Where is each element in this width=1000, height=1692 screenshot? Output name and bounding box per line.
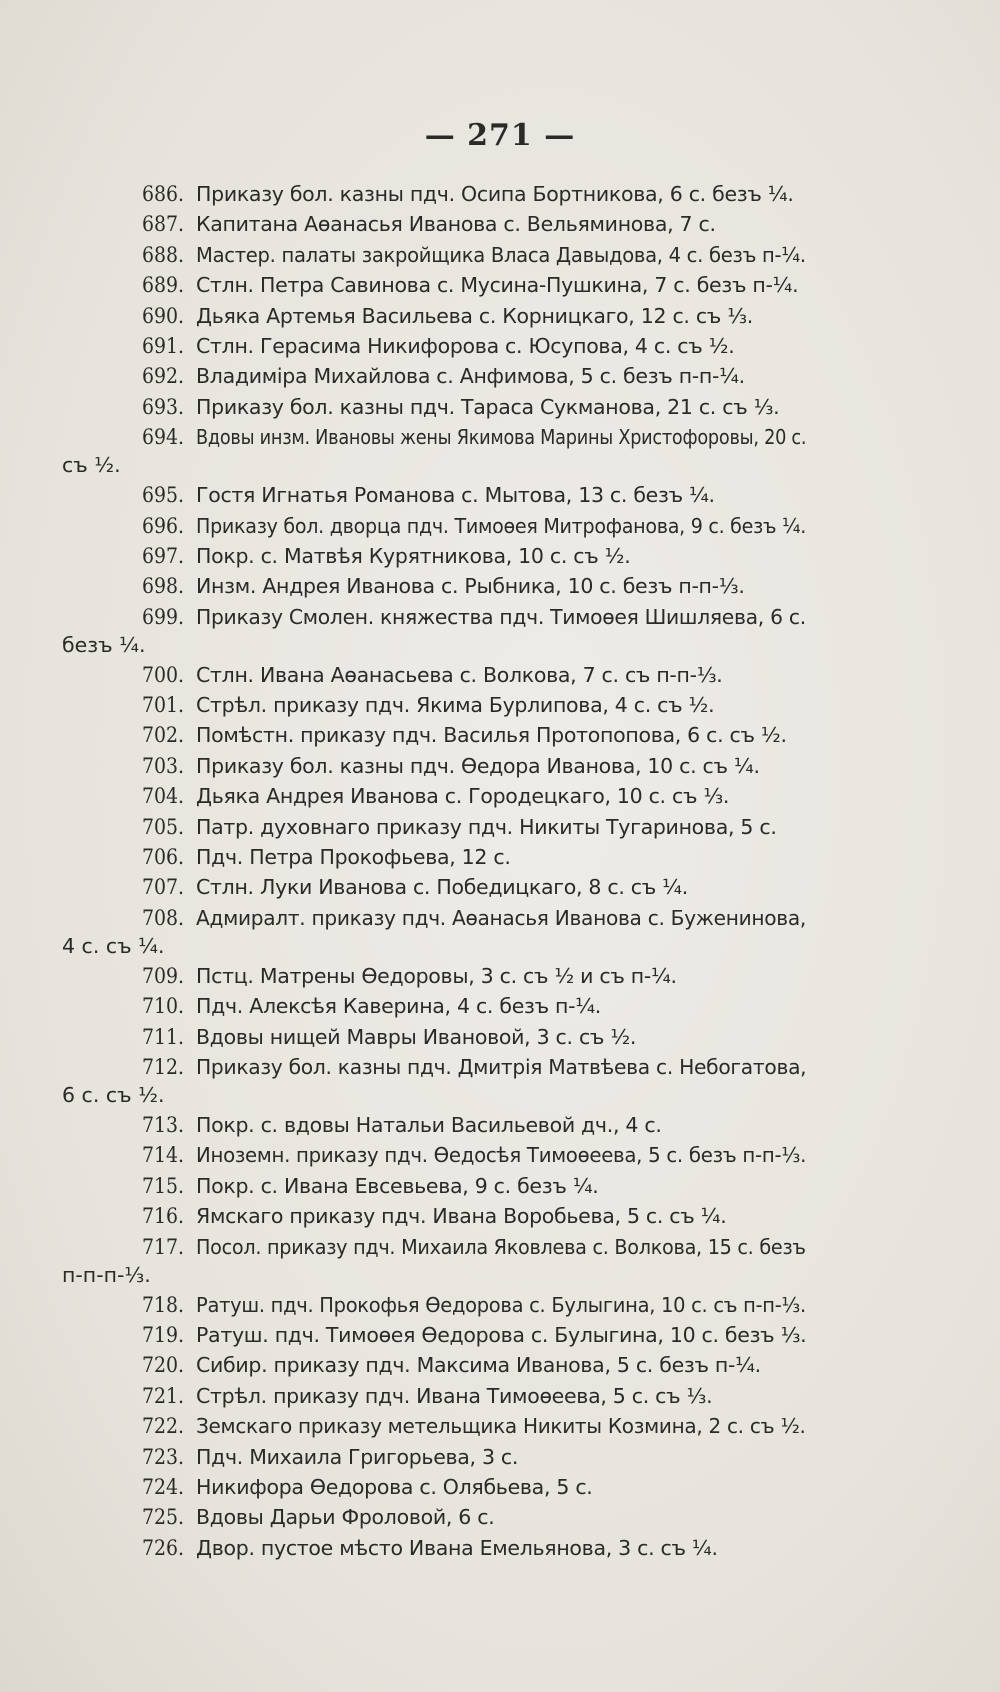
entry-number: 714.	[141, 1143, 184, 1168]
list-item	[0, 393, 1000, 423]
entry-number: 686.	[141, 182, 184, 206]
entry-number: 719.	[141, 1322, 184, 1347]
list-item	[0, 572, 1000, 602]
entry-number: 692.	[141, 364, 184, 389]
list-item	[0, 904, 1000, 962]
list-item	[0, 512, 1000, 542]
entry-number: 689.	[141, 273, 184, 298]
entry-number: 725.	[141, 1505, 184, 1530]
list-item	[0, 1473, 1000, 1503]
entry-continuation: 4 с. съ ¼.	[62, 933, 165, 958]
entry-text: Дьяка Артемья Васильева с. Корницкаго, 12 с. съ ⅓.	[196, 303, 753, 328]
entry-text: Гостя Игнатья Романова с. Мытова, 13 с. безъ ¼.	[196, 483, 715, 508]
list-item	[0, 362, 1000, 392]
entry-text: Стлн. Ивана Аѳанасьева с. Волкова, 7 с. съ п-п-⅓.	[196, 662, 723, 687]
entry-number: 694.	[141, 425, 184, 450]
entry-text: Приказу бол. дворца пдч. Тимоѳея Митрофанова, 9 с. безъ ¼.	[196, 513, 807, 538]
entry-text: Пстц. Матрены Ѳедоровы, 3 с. съ ½ и съ п-¼.	[196, 963, 677, 988]
list-item	[0, 1233, 1000, 1291]
entry-number: 708.	[141, 905, 184, 930]
entry-text: Ратуш. пдч. Тимоѳея Ѳедорова с. Булыгина, 10 с. безъ ⅓.	[196, 1322, 807, 1347]
entry-number: 718.	[141, 1292, 184, 1317]
entry-text: Инзм. Андрея Иванова с. Рыбника, 10 с. безъ п-п-⅓.	[196, 574, 745, 599]
entry-number: 707.	[141, 875, 184, 900]
entry-number: 713.	[141, 1112, 184, 1137]
entry-text: Пдч. Петра Прокофьева, 12 с.	[196, 845, 511, 870]
entry-text: Владиміра Михайлова с. Анфимова, 5 с. безъ п-п-¼.	[196, 364, 745, 389]
entry-number: 687.	[141, 212, 184, 237]
entry-number: 699.	[141, 604, 184, 629]
list-item	[0, 721, 1000, 751]
list-item	[0, 1443, 1000, 1473]
entry-number: 700.	[141, 662, 184, 687]
entry-number: 697.	[141, 543, 184, 568]
list-item	[0, 1172, 1000, 1202]
list-item	[0, 210, 1000, 240]
entry-number: 701.	[141, 693, 184, 718]
list-item	[0, 1321, 1000, 1351]
entry-number: 721.	[141, 1383, 184, 1408]
entry-text: Двор. пустое мѣсто Ивана Емельянова, 3 с. съ ¼.	[196, 1535, 718, 1560]
list-item	[0, 1534, 1000, 1564]
entry-number: 726.	[141, 1535, 184, 1560]
entry-text: Иноземн. приказу пдч. Ѳедосѣя Тимоѳеева, 5 с. безъ п-п-⅓.	[196, 1143, 807, 1168]
entry-number: 695.	[141, 483, 184, 508]
entry-number: 703.	[141, 753, 184, 778]
entry-text: Стрѣл. приказу пдч. Якима Бурлипова, 4 с. съ ½.	[196, 693, 715, 718]
list-item	[0, 691, 1000, 721]
entry-text: Патр. духовнаго приказу пдч. Никиты Тугаринова, 5 с.	[196, 814, 777, 839]
entry-number: 715.	[141, 1173, 184, 1198]
entry-number: 690.	[141, 303, 184, 328]
entry-continuation: п-п-п-⅓.	[62, 1262, 151, 1287]
list-item	[0, 962, 1000, 992]
entry-number: 710.	[141, 994, 184, 1019]
list-item	[0, 542, 1000, 572]
entry-text: Стлн. Петра Савинова с. Мусина-Пушкина, 7 с. безъ п-¼.	[196, 273, 799, 298]
list-item	[0, 180, 1000, 210]
list-item	[0, 1291, 1000, 1321]
list-item	[0, 332, 1000, 362]
entry-number: 724.	[141, 1474, 184, 1499]
entry-number: 705.	[141, 814, 184, 839]
list-item	[0, 302, 1000, 332]
entry-number: 709.	[141, 963, 184, 988]
entry-number: 722.	[141, 1414, 184, 1439]
list-item	[0, 752, 1000, 782]
list-item	[0, 1202, 1000, 1232]
list-item	[0, 992, 1000, 1022]
entry-text: Никифора Ѳедорова с. Олябьева, 5 с.	[196, 1474, 593, 1499]
entry-text: Сибир. приказу пдч. Максима Иванова, 5 с. безъ п-¼.	[196, 1353, 761, 1378]
entry-number: 706.	[141, 845, 184, 870]
entry-text: Приказу бол. казны пдч. Тараса Сукманова, 21 с. съ ⅓.	[196, 394, 780, 419]
list-item	[0, 813, 1000, 843]
entry-number: 688.	[141, 242, 184, 267]
entry-number: 693.	[141, 394, 184, 419]
list-item	[0, 241, 1000, 271]
entry-text: Вдовы инзм. Ивановы жены Якимова Марины Христофоровы, 20 с.	[196, 425, 807, 450]
list-item	[0, 1111, 1000, 1141]
entry-text: Вдовы Дарьи Фроловой, 6 с.	[196, 1505, 495, 1530]
list-item	[0, 873, 1000, 903]
entry-text: Посол. приказу пдч. Михаила Яковлева с. Волкова, 15 с. безъ	[196, 1234, 806, 1259]
list-item	[0, 481, 1000, 511]
list-item	[0, 843, 1000, 873]
entry-number: 696.	[141, 513, 184, 538]
entry-number: 704.	[141, 784, 184, 809]
list-item	[0, 423, 1000, 481]
entry-text: Приказу бол. казны пдч. Осипа Бортникова, 6 с. безъ ¼.	[196, 182, 794, 206]
entry-continuation: съ ½.	[62, 453, 121, 478]
list-item	[0, 782, 1000, 812]
list-item	[0, 1141, 1000, 1171]
entry-number: 711.	[141, 1024, 184, 1049]
entry-text: Пдч. Михаила Григорьева, 3 с.	[196, 1444, 519, 1469]
page-number: — 271 —	[424, 118, 576, 153]
entry-text: Покр. с. Ивана Евсевьева, 9 с. безъ ¼.	[196, 1173, 599, 1198]
entry-text: Ямскаго приказу пдч. Ивана Воробьева, 5 с. съ ¼.	[196, 1204, 727, 1229]
entry-text: Пдч. Алексѣя Каверина, 4 с. безъ п-¼.	[196, 994, 601, 1019]
list-item	[0, 1053, 1000, 1111]
entry-text: Мастер. палаты закройщика Власа Давыдова, 4 с. безъ п-¼.	[196, 242, 806, 267]
entry-text: Стлн. Луки Иванова с. Победицкаго, 8 с. съ ¼.	[196, 875, 688, 900]
entry-number: 717.	[141, 1234, 184, 1259]
entry-text: Помѣстн. приказу пдч. Василья Протопопова, 6 с. съ ½.	[196, 723, 787, 748]
entry-text: Вдовы нищей Мавры Ивановой, 3 с. съ ½.	[196, 1024, 637, 1049]
entry-text: Стрѣл. приказу пдч. Ивана Тимоѳеева, 5 с. съ ⅓.	[196, 1383, 713, 1408]
list-item	[0, 603, 1000, 661]
list-item	[0, 1382, 1000, 1412]
list-item	[0, 271, 1000, 301]
entry-number: 723.	[141, 1444, 184, 1469]
entry-text: Адмиралт. приказу пдч. Аѳанасья Иванова с. Буженинова,	[196, 905, 807, 930]
list-item	[0, 661, 1000, 691]
entry-text: Капитана Аѳанасья Иванова с. Вельяминова, 7 с.	[196, 212, 716, 237]
entry-list	[0, 180, 1000, 1564]
list-item	[0, 1351, 1000, 1381]
entry-number: 702.	[141, 723, 184, 748]
list-item	[0, 1503, 1000, 1533]
entry-number: 698.	[141, 574, 184, 599]
entry-text: Приказу бол. казны пдч. Дмитрія Матвѣева с. Небогатова,	[196, 1054, 807, 1079]
entry-number: 720.	[141, 1353, 184, 1378]
entry-number: 712.	[141, 1054, 184, 1079]
entry-text: Дьяка Андрея Иванова с. Городецкаго, 10 с. съ ⅓.	[196, 784, 730, 809]
entry-number: 691.	[141, 333, 184, 358]
entry-text: Ратуш. пдч. Прокофья Ѳедорова с. Булыгина, 10 с. съ п-п-⅓.	[196, 1292, 806, 1317]
entry-number: 716.	[141, 1204, 184, 1229]
entry-text: Приказу Смолен. княжества пдч. Тимоѳея Шишляева, 6 с.	[196, 604, 806, 629]
entry-text: Земскаго приказу метельщика Никиты Козмина, 2 с. съ ½.	[196, 1414, 806, 1439]
entry-text: Покр. с. вдовы Натальи Васильевой дч., 4 с.	[196, 1112, 662, 1137]
entry-text: Стлн. Герасима Никифорова с. Юсупова, 4 с. съ ½.	[196, 333, 735, 358]
entry-text: Приказу бол. казны пдч. Ѳедора Иванова, 10 с. съ ¼.	[196, 753, 760, 778]
list-item	[0, 1023, 1000, 1053]
entry-continuation: 6 с. съ ½.	[62, 1082, 165, 1107]
entry-text: Покр. с. Матвѣя Курятникова, 10 с. съ ½.	[196, 543, 631, 568]
entry-continuation: безъ ¼.	[62, 632, 146, 657]
list-item	[0, 1412, 1000, 1442]
